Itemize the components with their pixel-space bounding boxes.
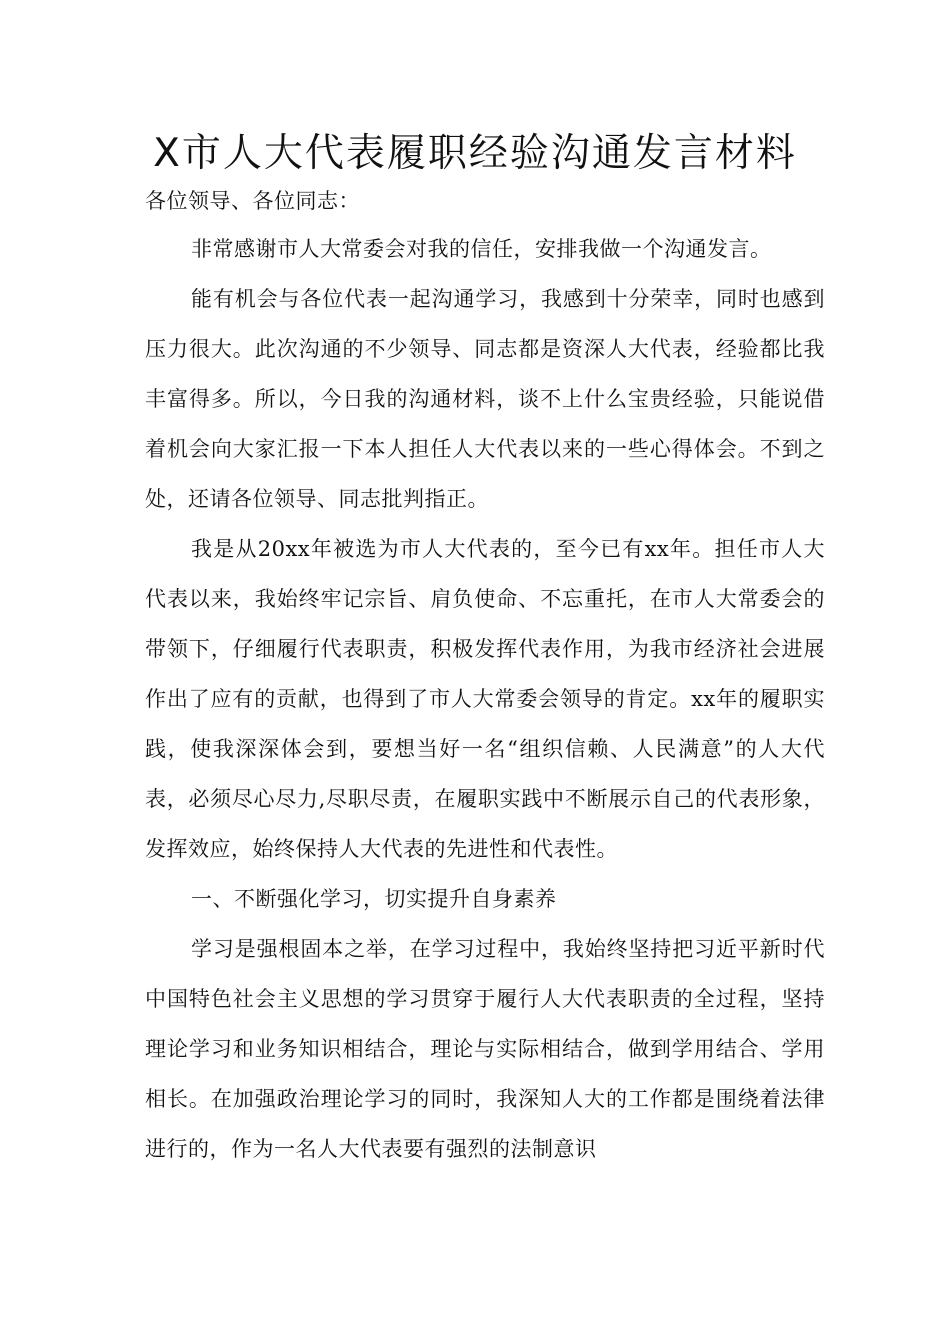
paragraph-honor: 能有机会与各位代表一起沟通学习，我感到十分荣幸，同时也感到压力很大。此次沟通的不少领导、同志都是资深人大代表，经验都比我丰富得多。所以，今日我的沟通材料，谈不上什么宝贵经验，只能说借着机会向大家汇报一下本人担任人大代表以来的一些心得体会。不到之处，还请各位领导、同志批判指正。 xyxy=(145,287,825,511)
greeting: 各位领导、各位同志： xyxy=(145,189,360,213)
section-heading: 一、不断强化学习，切实提升自身素养 xyxy=(191,887,557,911)
paragraph-thanks: 非常感谢市人大常委会对我的信任，安排我做一个沟通发言。 xyxy=(191,237,772,261)
document-body xyxy=(145,178,825,1174)
paragraph-study: 学习是强根固本之举，在学习过程中，我始终坚持把习近平新时代中国特色社会主义思想的学习贯穿于履行人大代表职责的全过程，坚持理论学习和业务知识相结合，理论与实际相结合，做到学用结合、学用相长。在加强政治理论学习的同时，我深知人大的工作都是围绕着法律进行的，作为一名人大代表要有强烈的法制意识 xyxy=(145,937,825,1161)
paragraph-experience: 我是从20xx年被选为市人大代表的，至今已有xx年。担任市人大代表以来，我始终牢记宗旨、肩负使命、不忘重托，在市人大常委会的带领下，仔细履行代表职责，积极发挥代表作用，为我市经济社会进展作出了应有的贡献，也得到了市人大常委会领导的肯定。xx年的履职实践，使我深深体会到，要想当好一名“组织信赖、人民满意”的人大代表，必须尽心尽力,尽职尽责，在履职实践中不断展示自己的代表形象，发挥效应，始终保持人大代表的先进性和代表性。 xyxy=(145,537,825,861)
document-title: X市人大代表履职经验沟通发言材料 xyxy=(153,131,797,176)
